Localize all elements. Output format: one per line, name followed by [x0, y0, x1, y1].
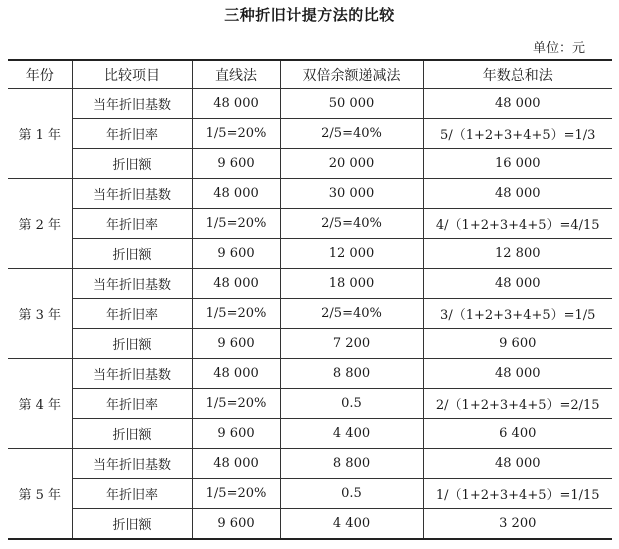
straight-line-cell: 1/5=20%: [192, 299, 280, 329]
double-declining-cell: 7 200: [280, 329, 423, 359]
double-declining-cell: 4 400: [280, 419, 423, 449]
straight-line-cell: 1/5=20%: [192, 209, 280, 239]
double-declining-cell: 50 000: [280, 89, 423, 119]
header-sum-of-years: 年数总和法: [423, 60, 612, 89]
table-body: [8, 89, 612, 540]
sum-of-years-cell: 16 000: [423, 149, 612, 179]
header-item: 比较项目: [72, 60, 192, 89]
sum-of-years-cell: 2/（1+2+3+4+5）=2/15: [423, 389, 612, 419]
year-cell: 第 3 年: [8, 269, 72, 359]
table-row: [8, 149, 612, 179]
item-cell: 折旧额: [72, 329, 192, 359]
table-row: [8, 359, 612, 389]
header-straight-line: 直线法: [192, 60, 280, 89]
table-row: [8, 209, 612, 239]
straight-line-cell: 1/5=20%: [192, 119, 280, 149]
year-cell: 第 2 年: [8, 179, 72, 269]
item-cell: 折旧额: [72, 419, 192, 449]
sum-of-years-cell: 48 000: [423, 449, 612, 479]
unit-label: 单位：元: [532, 41, 585, 56]
header-year: 年份: [8, 60, 72, 89]
straight-line-cell: 9 600: [192, 239, 280, 269]
table-row: [8, 449, 612, 479]
double-declining-cell: 12 000: [280, 239, 423, 269]
table-row: [8, 479, 612, 509]
table-row: [8, 239, 612, 269]
double-declining-cell: 2/5=40%: [280, 119, 423, 149]
item-cell: 年折旧率: [72, 209, 192, 239]
straight-line-cell: 9 600: [192, 509, 280, 540]
double-declining-cell: 0.5: [280, 389, 423, 419]
double-declining-cell: 4 400: [280, 509, 423, 540]
table-row: [8, 509, 612, 540]
sum-of-years-cell: 3/（1+2+3+4+5）=1/5: [423, 299, 612, 329]
year-cell: 第 1 年: [8, 89, 72, 179]
item-cell: 当年折旧基数: [72, 89, 192, 119]
straight-line-cell: 9 600: [192, 329, 280, 359]
double-declining-cell: 2/5=40%: [280, 299, 423, 329]
double-declining-cell: 18 000: [280, 269, 423, 299]
sum-of-years-cell: 9 600: [423, 329, 612, 359]
item-cell: 年折旧率: [72, 479, 192, 509]
table-row: [8, 269, 612, 299]
double-declining-cell: 8 800: [280, 359, 423, 389]
sum-of-years-cell: 48 000: [423, 179, 612, 209]
sum-of-years-cell: 48 000: [423, 269, 612, 299]
table-row: [8, 329, 612, 359]
item-cell: 当年折旧基数: [72, 179, 192, 209]
table-row: [8, 89, 612, 119]
table-row: [8, 299, 612, 329]
page-title: 三种折旧计提方法的比较: [224, 6, 395, 24]
sum-of-years-cell: 4/（1+2+3+4+5）=4/15: [423, 209, 612, 239]
table-row: [8, 419, 612, 449]
year-cell: 第 4 年: [8, 359, 72, 449]
item-cell: 当年折旧基数: [72, 449, 192, 479]
table-row: [8, 389, 612, 419]
header-row: [8, 60, 612, 89]
sum-of-years-cell: 6 400: [423, 419, 612, 449]
sum-of-years-cell: 1/（1+2+3+4+5）=1/15: [423, 479, 612, 509]
straight-line-cell: 48 000: [192, 359, 280, 389]
double-declining-cell: 20 000: [280, 149, 423, 179]
item-cell: 折旧额: [72, 239, 192, 269]
double-declining-cell: 8 800: [280, 449, 423, 479]
double-declining-cell: 2/5=40%: [280, 209, 423, 239]
sum-of-years-cell: 12 800: [423, 239, 612, 269]
sum-of-years-cell: 3 200: [423, 509, 612, 540]
straight-line-cell: 48 000: [192, 269, 280, 299]
year-cell: 第 5 年: [8, 449, 72, 540]
item-cell: 折旧额: [72, 509, 192, 540]
straight-line-cell: 48 000: [192, 179, 280, 209]
sum-of-years-cell: 48 000: [423, 89, 612, 119]
double-declining-cell: 30 000: [280, 179, 423, 209]
straight-line-cell: 48 000: [192, 449, 280, 479]
header-double-declining: 双倍余额递减法: [280, 60, 423, 89]
item-cell: 年折旧率: [72, 299, 192, 329]
straight-line-cell: 48 000: [192, 89, 280, 119]
double-declining-cell: 0.5: [280, 479, 423, 509]
depreciation-table: [8, 59, 612, 540]
straight-line-cell: 1/5=20%: [192, 479, 280, 509]
item-cell: 当年折旧基数: [72, 269, 192, 299]
table-row: [8, 179, 612, 209]
straight-line-cell: 1/5=20%: [192, 389, 280, 419]
sum-of-years-cell: 5/（1+2+3+4+5）=1/3: [423, 119, 612, 149]
item-cell: 折旧额: [72, 149, 192, 179]
straight-line-cell: 9 600: [192, 149, 280, 179]
straight-line-cell: 9 600: [192, 419, 280, 449]
item-cell: 年折旧率: [72, 389, 192, 419]
item-cell: 年折旧率: [72, 119, 192, 149]
item-cell: 当年折旧基数: [72, 359, 192, 389]
table-row: [8, 119, 612, 149]
sum-of-years-cell: 48 000: [423, 359, 612, 389]
